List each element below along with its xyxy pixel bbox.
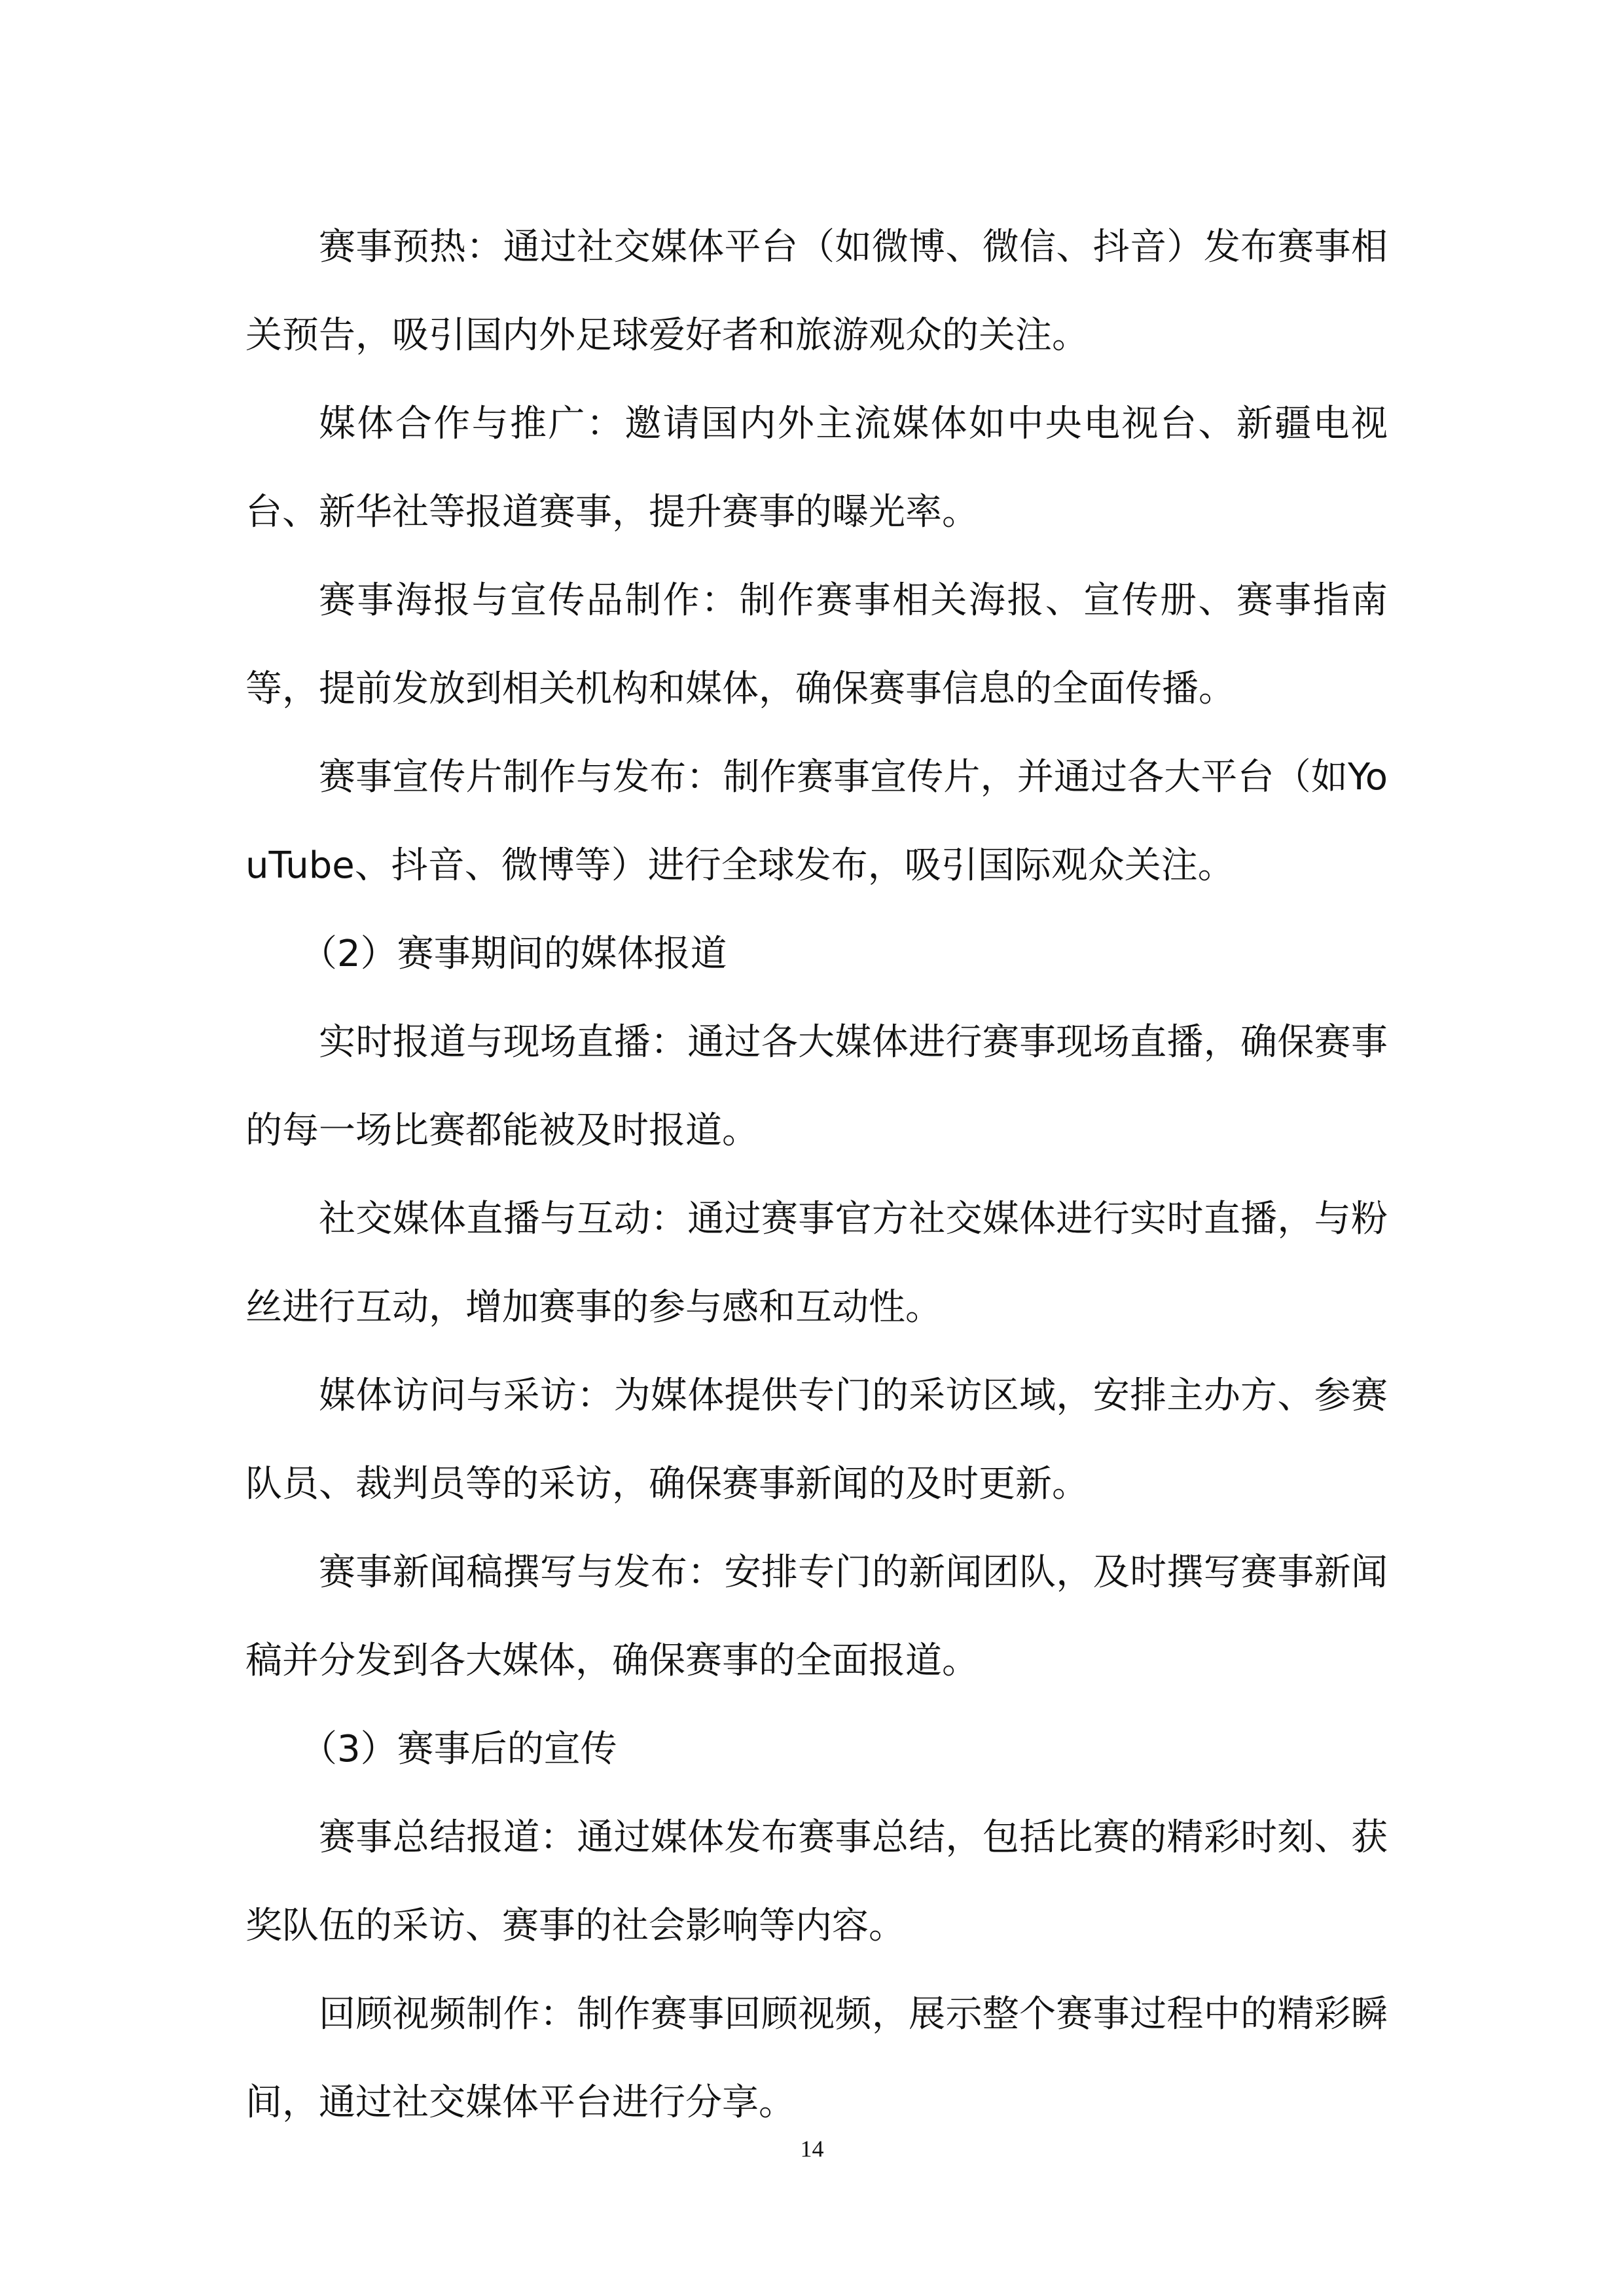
page-body <box>245 203 1388 2147</box>
section-heading-during-event: （2）赛事期间的媒体报道 <box>300 933 727 975</box>
page-number: 14 <box>800 2136 824 2162</box>
paragraph-live-broadcast: 实时报道与现场直播：通过各大媒体进行赛事现场直播，确保赛事的每一场比赛都能被及时报道。 <box>245 1021 1388 1152</box>
paragraph-media-cooperation: 媒体合作与推广：邀请国内外主流媒体如中央电视台、新疆电视台、新华社等报道赛事，提升赛事的曝光率。 <box>245 403 1388 533</box>
paragraph-press-release: 赛事新闻稿撰写与发布：安排专门的新闻团队，及时撰写赛事新闻稿并分发到各大媒体，确保赛事的全面报道。 <box>245 1551 1388 1682</box>
section-heading-after-event: （3）赛事后的宣传 <box>300 1728 617 1770</box>
paragraph-social-live: 社交媒体直播与互动：通过赛事官方社交媒体进行实时直播，与粉丝进行互动，增加赛事的参与感和互动性。 <box>245 1198 1388 1329</box>
paragraph-review-video: 回顾视频制作：制作赛事回顾视频，展示整个赛事过程中的精彩瞬间，通过社交媒体平台进行分享。 <box>245 1993 1388 2124</box>
paragraph-poster-production: 赛事海报与宣传品制作：制作赛事相关海报、宣传册、赛事指南等，提前发放到相关机构和媒体，确保赛事信息的全面传播。 <box>245 579 1388 710</box>
paragraph-event-warmup: 赛事预热：通过社交媒体平台（如微博、微信、抖音）发布赛事相关预告，吸引国内外足球爱好者和旅游观众的关注。 <box>245 226 1388 357</box>
paragraph-summary-report: 赛事总结报道：通过媒体发布赛事总结，包括比赛的精彩时刻、获奖队伍的采访、赛事的社会影响等内容。 <box>245 1816 1388 1947</box>
paragraph-promo-video: 赛事宣传片制作与发布：制作赛事宣传片，并通过各大平台（如YouTube、抖音、微博等）进行全球发布，吸引国际观众关注。 <box>245 756 1388 887</box>
paragraph-media-interviews: 媒体访问与采访：为媒体提供专门的采访区域，安排主办方、参赛队员、裁判员等的采访，确保赛事新闻的及时更新。 <box>245 1374 1388 1505</box>
